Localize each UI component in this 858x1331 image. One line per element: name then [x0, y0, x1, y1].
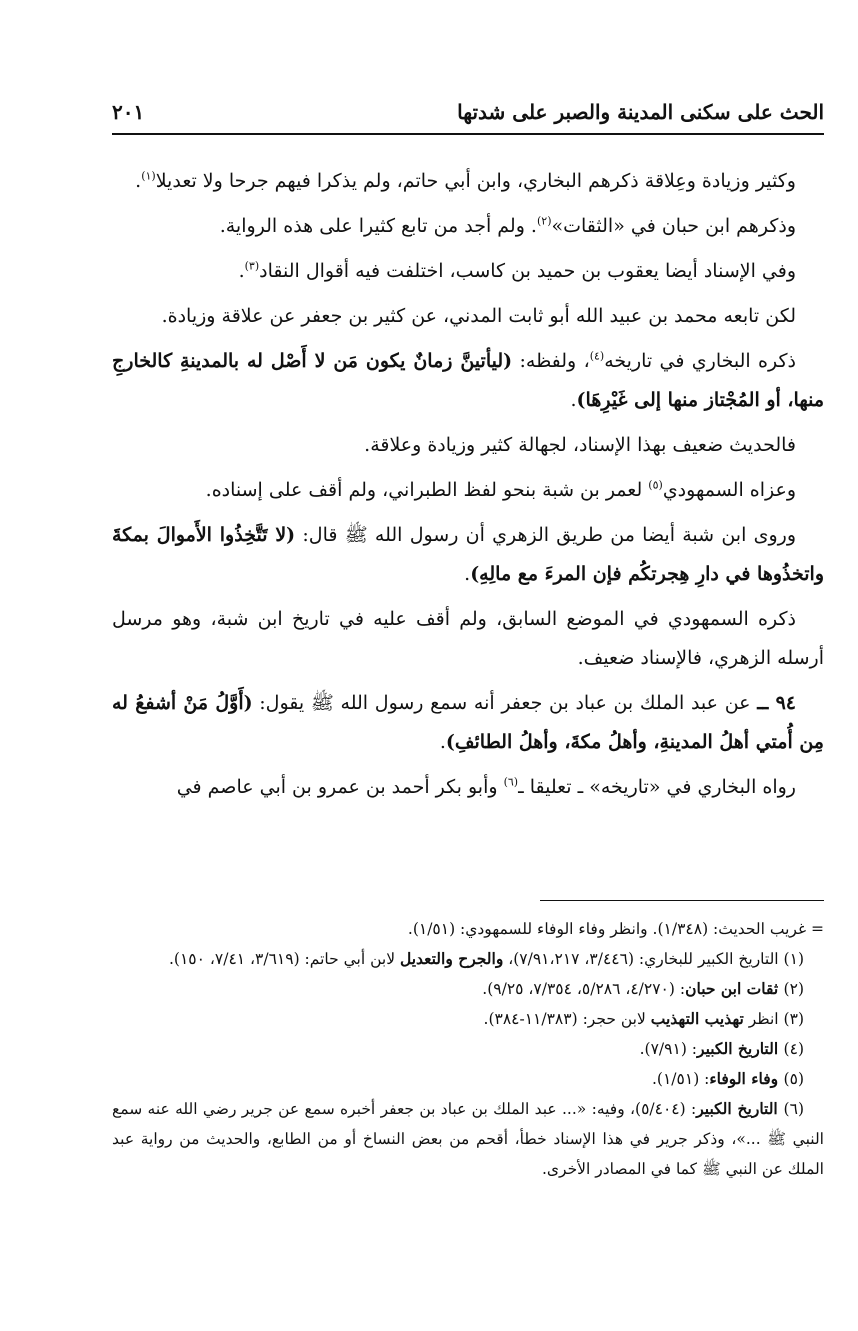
paragraph-4: لكن تابعه محمد بن عبيد الله أبو ثابت المدني، عن كثير بن جعفر عن علاقة وزيادة.: [161, 305, 796, 327]
running-title: الحث على سكنى المدينة والصبر على شدتها: [457, 100, 824, 124]
footnote-ref-3[interactable]: (٣): [244, 259, 260, 273]
footnote-ref-5[interactable]: (٥): [648, 478, 663, 492]
footnote-3: (٣) انظر تهذيب التهذيب لابن حجر: (١١/٣٨٣-٣٨٤).: [483, 1009, 804, 1028]
footnote-1: (١) التاريخ الكبير للبخاري: (٣/٤٤٦، ٧/٩١،٢١٧)، والجرح والتعديل لابن أبي حاتم: (٣/٦١٩، ٧/٤١، ١٥٠).: [168, 949, 804, 968]
running-header: [112, 84, 824, 124]
footnote-6: (٦) التاريخ الكبير: (٥/٤٠٤)، وفيه: «... عبد الملك بن عباد بن جعفر أخبره سمع عن جرير رضي الله عنه سمع النبي ﷺ ...»، وذكر جرير في هذا الإسناد خطأ، أقحم من بعض النساخ أو من الطابع، والحديث من رواية عبد الملك عن النبي ﷺ كما في المصادر الأخرى.: [112, 1099, 824, 1178]
hadith-text: (لا تَتَّخِذُوا الأَموالَ بمكةَ واتخذُوها في دارِ هِجرتكُم فإن المرءَ مع مالِهِ): [112, 524, 824, 585]
paragraph-10: ٩٤ ــ عن عبد الملك بن عباد بن جعفر أنه سمع رسول الله ﷺ يقول: (أَوَّلُ مَنْ أشفعُ له مِن أُمتي أهلُ المدينةِ، وأهلُ مكةَ، وأهلُ الطائفِ).: [112, 692, 824, 753]
footnote-2: (٢) ثقات ابن حبان: (٤/٢٧٠، ٥/٢٨٦، ٧/٣٥٤، ٩/٢٥).: [482, 979, 804, 998]
footnote-ref-6[interactable]: (٦): [503, 775, 519, 789]
paragraph-1: وكثير وزيادة وعِلاقة ذكرهم البخاري، وابن أبي حاتم، ولم يذكرا فيهم جرحا ولا تعديلا$^{(١)}$.: [135, 169, 796, 192]
footnote-continuation: = غريب الحديث: (١/٣٤٨). وانظر وفاء الوفاء للسمهودي: (١/٥١).: [407, 920, 824, 938]
paragraph-3: وفي الإسناد أيضا يعقوب بن حميد بن كاسب، اختلفت فيه أقوال النقاد$^{(٣)}$.: [238, 259, 796, 282]
footnote-4: (٤) التاريخ الكبير: (٧/٩١).: [639, 1039, 804, 1058]
paragraph-5: ذكره البخاري في تاريخه$^{(٤)}$، ولفظه: (ليأتينَّ زمانٌ يكون مَن لا أَصْل له بالمدينةِ كالخارجِ منها، أو المُجْتاز منها إلى غَيْرِهَا).: [112, 349, 824, 411]
main-text: [112, 162, 824, 813]
footnote-ref-4[interactable]: (٤): [589, 349, 605, 363]
paragraph-2: وذكرهم ابن حبان في «الثقات»$^{(٢)}$. ولم أجد من تابع كثيرا على هذه الرواية.: [219, 214, 796, 237]
paragraph-8: وروى ابن شبة أيضا من طريق الزهري أن رسول الله ﷺ قال: (لا تَتَّخِذُوا الأَموالَ بمكةَ واتخذُوها في دارِ هِجرتكُم فإن المرءَ مع مالِهِ).: [112, 524, 824, 585]
paragraph-11: رواه البخاري في «تاريخه» ـ تعليقا ـ$^{(٦)}$ وأبو بكر أحمد بن عمرو بن أبي عاصم في: [176, 775, 796, 798]
footnote-ref-1[interactable]: (١): [141, 169, 156, 183]
footnotes: [112, 914, 824, 1184]
hadith-number: ٩٤ ــ: [757, 692, 797, 714]
paragraph-7: وعزاه السمهودي$^{(٥)}$ لعمر بن شبة بنحو لفظ الطبراني، ولم أقف على إسناده.: [205, 478, 796, 501]
footnote-ref-2[interactable]: (٢): [536, 214, 552, 228]
paragraph-9: ذكره السمهودي في الموضع السابق، ولم أقف عليه في تاريخ ابن شبة، وهو مرسل أرسله الزهري، فالإسناد ضعيف.: [112, 608, 824, 669]
hadith-text: (أَوَّلُ مَنْ أشفعُ له مِن أُمتي أهلُ المدينةِ، وأهلُ مكةَ، وأهلُ الطائفِ): [112, 692, 824, 753]
header-rule: [112, 133, 824, 135]
page-number: ٢٠١: [112, 100, 145, 124]
paragraph-6: فالحديث ضعيف بهذا الإسناد، لجهالة كثير وزيادة وعلاقة.: [364, 434, 796, 456]
footnote-5: (٥) وفاء الوفاء: (١/٥١).: [652, 1069, 804, 1088]
hadith-text: (ليأتينَّ زمانٌ يكون مَن لا أَصْل له بالمدينةِ كالخارجِ منها، أو المُجْتاز منها إلى غَيْرِهَا): [112, 350, 824, 411]
footnote-rule: [540, 900, 824, 901]
